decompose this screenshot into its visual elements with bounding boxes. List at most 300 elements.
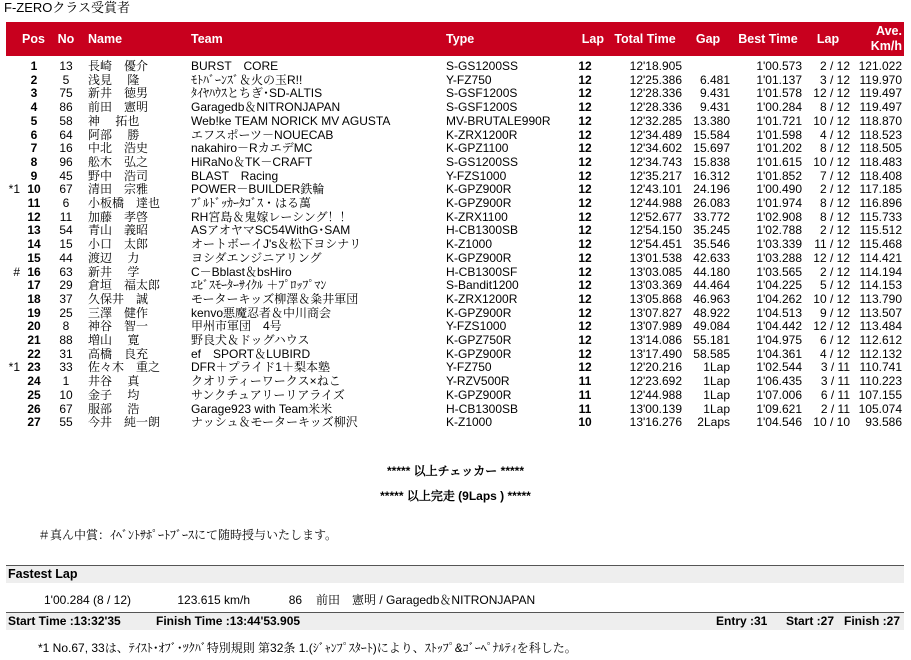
row-best-lap: 8 / 12: [819, 101, 850, 115]
penalty-footnote: *1 No.67, 33は、ﾃｲｽﾄ･ｵﾌﾞ･ﾂｸﾊﾞ特別規則 第32条 1.(ｼﾞｬﾝﾌﾟｽﾀｰﾄ)により、ｽﾄｯﾌﾟ&ｺﾞｰﾍﾟﾅﾙﾃｨを科した。: [38, 641, 577, 655]
row-gap: 35.245: [693, 224, 730, 238]
row-gap: 48.922: [693, 306, 730, 320]
row-best-time: 1'01.721: [756, 114, 802, 128]
col-header-total-time: Total Time: [606, 22, 684, 56]
row-pos: 11: [27, 197, 41, 211]
row-gap: 1Lap: [703, 402, 730, 416]
row-best-time: 1'02.544: [756, 361, 802, 375]
col-header-best-time: Best Time: [732, 22, 804, 56]
row-machine-type: K-ZRX1200R: [446, 128, 518, 142]
row-ave-speed: 114.153: [859, 279, 902, 293]
table-row: [6, 293, 904, 307]
row-number: 10: [59, 388, 73, 402]
row-ave-speed: 116.896: [859, 197, 902, 211]
row-laps: 12: [578, 238, 592, 252]
row-total-time: 13'17.490: [629, 347, 682, 361]
row-team: C－Bblast＆bsHiro: [191, 265, 292, 279]
row-gap: [684, 56, 732, 74]
row-laps: 12: [578, 210, 592, 224]
results-table: [6, 22, 904, 430]
row-laps: 12: [578, 224, 592, 238]
table-row: [6, 156, 904, 170]
row-best-lap: 2 / 12: [819, 224, 850, 238]
table-row: [6, 211, 904, 225]
table-header-row: [6, 22, 904, 56]
row-pos: 20: [27, 320, 41, 334]
row-gap: 44.180: [693, 265, 730, 279]
row-rider-name: 渡辺 力: [88, 251, 140, 265]
row-machine-type: K-GPZ900R: [446, 388, 512, 402]
row-machine-type: Y-RZV500R: [446, 375, 510, 389]
row-best-lap: 4 / 12: [819, 128, 850, 142]
row-rider-name: 浅見 隆: [88, 73, 140, 87]
fastest-lap-heading: Fastest Lap: [6, 565, 904, 583]
row-mark: [6, 252, 22, 266]
row-number: 88: [59, 334, 73, 348]
row-rider-name: 久保井 誠: [88, 292, 149, 306]
row-number: 54: [59, 224, 73, 238]
row-best-lap: 12 / 12: [813, 320, 850, 334]
row-rider-name: 神 拓也: [88, 114, 140, 128]
row-pos: 10: [27, 183, 41, 197]
row-mark: [6, 307, 22, 321]
row-best-time: 1'01.202: [756, 142, 802, 156]
row-number: 33: [59, 361, 73, 375]
row-rider-name: 三澤 健作: [88, 306, 149, 320]
row-gap: 44.464: [693, 279, 730, 293]
col-header-gap: Gap: [684, 22, 732, 56]
row-best-time: 1'01.974: [756, 197, 802, 211]
row-team: クオリティーワークス×ねこ: [191, 375, 341, 389]
col-header-pos: Pos: [22, 22, 46, 56]
row-team: サンクチュアリーリアライズ: [191, 388, 345, 402]
row-gap: 33.772: [693, 210, 730, 224]
row-best-time: 1'04.513: [756, 306, 802, 320]
row-gap: 58.585: [693, 347, 730, 361]
row-total-time: 12'28.336: [629, 87, 682, 101]
row-total-time: 12'54.451: [629, 238, 682, 252]
row-team: POWER－BUILDER鉄輪: [191, 183, 325, 197]
row-ave-speed: 115.733: [859, 210, 902, 224]
row-pos: 24: [27, 375, 41, 389]
row-gap: 26.083: [693, 197, 730, 211]
row-number: 31: [59, 347, 73, 361]
row-pos: 1: [30, 59, 38, 73]
row-total-time: 13'07.989: [629, 320, 682, 334]
table-row: [6, 279, 904, 293]
row-mark: [6, 416, 22, 430]
row-best-lap: 12 / 12: [813, 87, 850, 101]
row-best-time: 1'01.852: [756, 169, 802, 183]
row-machine-type: K-GPZ900R: [446, 306, 512, 320]
row-best-time: 1'01.137: [756, 73, 802, 87]
row-best-time: 1'07.006: [756, 388, 802, 402]
row-mark: [6, 115, 22, 129]
row-gap: 42.633: [693, 251, 730, 265]
row-laps: 11: [578, 402, 592, 416]
row-best-lap: 3 / 11: [820, 361, 850, 375]
row-total-time: 13'14.086: [629, 334, 682, 348]
row-pos: 15: [27, 251, 41, 265]
row-pos: 21: [27, 334, 41, 348]
row-best-time: 1'02.908: [756, 210, 802, 224]
row-gap: 15.697: [693, 142, 730, 156]
row-rider-name: 長崎 優介: [88, 59, 149, 73]
table-row: [6, 183, 904, 197]
row-gap: 1Lap: [703, 361, 730, 375]
row-rider-name: 阿部 勝: [88, 128, 140, 142]
row-pos: 17: [27, 279, 41, 293]
row-mark: [6, 224, 22, 238]
table-row: [6, 375, 904, 389]
row-team: エフスポーツ－NOUECAB: [191, 128, 334, 142]
row-total-time: 12'34.743: [629, 155, 682, 169]
row-number: 64: [59, 128, 73, 142]
row-best-time: 1'04.262: [756, 292, 802, 306]
row-number: 15: [59, 238, 73, 252]
row-machine-type: K-Z1000: [446, 416, 493, 430]
row-best-time: 1'06.435: [756, 375, 802, 389]
row-machine-type: K-GPZ900R: [446, 197, 512, 211]
row-laps: 11: [578, 388, 592, 402]
row-best-time: 1'00.284: [756, 101, 802, 115]
row-machine-type: K-GPZ900R: [446, 183, 512, 197]
row-best-lap: 7 / 12: [819, 169, 850, 183]
table-row: [6, 348, 904, 362]
row-best-lap: 10 / 12: [813, 114, 850, 128]
row-number: 8: [62, 320, 70, 334]
row-laps: 12: [578, 169, 592, 183]
row-rider-name: 小口 太郎: [88, 238, 149, 252]
row-mark: #: [13, 265, 20, 279]
row-best-time: 1'04.442: [756, 320, 802, 334]
row-pos: 3: [30, 87, 38, 101]
row-pos: 23: [27, 361, 41, 375]
row-laps: 12: [578, 251, 592, 265]
checker-note: ***** 以上チェッカー *****: [386, 464, 524, 478]
row-team: Garage923 with Team米米: [191, 402, 333, 416]
row-ave-speed: 119.497: [859, 87, 902, 101]
row-pos: 13: [27, 224, 41, 238]
table-row: [6, 87, 904, 101]
row-number: 45: [59, 169, 73, 183]
row-total-time: 13'05.868: [629, 292, 682, 306]
row-best-time: 1'02.788: [756, 224, 802, 238]
row-mark: [6, 142, 22, 156]
page-title: F-ZEROクラス受賞者: [4, 0, 130, 15]
row-team: ef SPORT＆LUBIRD: [191, 347, 311, 361]
row-laps: 10: [578, 416, 592, 430]
row-team: Garagedb＆NITRONJAPAN: [191, 101, 341, 115]
row-pos: 9: [30, 169, 38, 183]
row-best-lap: 10 / 12: [813, 155, 850, 169]
finish-count: Finish :27: [844, 614, 901, 628]
fastest-lap-row: [44, 591, 535, 608]
row-pos: 8: [30, 155, 38, 169]
row-machine-type: H-CB1300SF: [446, 265, 518, 279]
row-total-time: 12'20.216: [629, 361, 682, 375]
row-best-lap: 6 / 12: [819, 334, 850, 348]
row-ave-speed: 118.505: [859, 142, 902, 156]
row-best-time: 1'03.288: [756, 251, 802, 265]
row-machine-type: MV-BRUTALE990R: [446, 114, 551, 128]
row-gap: 1Lap: [703, 375, 730, 389]
row-mark: *1: [8, 183, 20, 197]
row-laps: 12: [578, 87, 592, 101]
row-ave-speed: 118.408: [859, 169, 902, 183]
row-ave-speed: 113.790: [859, 292, 902, 306]
finish-time: Finish Time :13:44'53.905: [156, 614, 301, 628]
row-number: 44: [59, 251, 73, 265]
row-rider-name: 中北 浩史: [88, 142, 149, 156]
row-rider-name: 増山 寛: [88, 334, 140, 348]
row-number: 1: [62, 375, 70, 389]
row-team: ﾓﾄﾊﾞｰﾝｽﾞ＆火の玉R!!: [191, 73, 303, 87]
table-row: [6, 101, 904, 115]
row-ave-speed: 114.194: [859, 265, 902, 279]
row-laps: 12: [578, 59, 592, 73]
row-gap: 55.181: [693, 334, 730, 348]
row-machine-type: Y-FZ750: [446, 73, 492, 87]
row-team: ASアオヤマSC54WithG･SAM: [191, 224, 351, 238]
row-best-time: 1'04.546: [756, 416, 802, 430]
row-gap: 35.546: [693, 238, 730, 252]
col-header-lap: Lap: [564, 22, 606, 56]
row-team: DFR＋プライド1＋梨本塾: [191, 361, 330, 375]
row-laps: 12: [578, 197, 592, 211]
row-total-time: 13'01.538: [629, 251, 682, 265]
row-best-lap: 8 / 12: [819, 197, 850, 211]
row-number: 96: [59, 155, 73, 169]
row-laps: 12: [578, 306, 592, 320]
col-header-mark: [6, 22, 22, 56]
col-header-name: Name: [86, 22, 189, 56]
row-best-lap: 11 / 12: [814, 238, 850, 252]
row-ave-speed: 119.970: [859, 73, 902, 87]
table-row: [6, 307, 904, 321]
row-machine-type: K-Z1000: [446, 238, 493, 252]
row-pos: 12: [27, 210, 41, 224]
row-best-lap: 6 / 11: [820, 388, 850, 402]
row-best-lap: 9 / 12: [819, 306, 850, 320]
row-total-time: 13'07.827: [629, 306, 682, 320]
row-mark: [6, 348, 22, 362]
row-total-time: 13'16.276: [629, 416, 682, 430]
row-machine-type: H-CB1300SB: [446, 224, 519, 238]
row-best-time: 1'03.339: [756, 238, 802, 252]
row-ave-speed: 110.741: [859, 361, 902, 375]
row-ave-speed: 115.468: [859, 238, 902, 252]
table-row: [6, 224, 904, 238]
row-team: モーターキッズ柳澤＆粂井軍団: [191, 292, 359, 306]
row-mark: [6, 170, 22, 184]
row-ave-speed: 115.512: [859, 224, 902, 238]
row-mark: *1: [8, 361, 20, 375]
table-row: [6, 238, 904, 252]
row-team: HiRaNo＆TK－CRAFT: [191, 155, 313, 169]
row-number: 16: [59, 142, 73, 156]
row-rider-name: 神谷 智一: [88, 320, 149, 334]
row-best-lap: 10 / 12: [813, 292, 850, 306]
table-row: [6, 115, 904, 129]
row-number: 67: [59, 183, 73, 197]
row-team: オートボーイJ's＆松下ヨシナリ: [191, 238, 362, 252]
fastest-lap-rider: 前田 憲明 / Garagedb＆NITRONJAPAN: [316, 593, 536, 607]
row-machine-type: Y-FZS1000: [446, 320, 507, 334]
row-laps: 12: [578, 101, 592, 115]
row-gap: 15.584: [693, 128, 730, 142]
row-best-lap: 8 / 12: [819, 210, 850, 224]
row-pos: 2: [30, 73, 38, 87]
row-team: 野良犬＆ドッグハウス: [191, 334, 310, 348]
row-machine-type: K-ZRX1100: [446, 210, 508, 224]
row-total-time: 12'32.285: [629, 114, 682, 128]
col-header-ave-speed: Ave. Km/h: [852, 22, 904, 56]
row-mark: [6, 129, 22, 143]
row-team: ﾀｲﾔﾊｳｽとちぎ･SD-ALTIS: [191, 87, 323, 101]
row-laps: 12: [578, 279, 592, 293]
summary-bar: [6, 612, 904, 630]
row-number: 29: [59, 279, 73, 293]
row-total-time: 12'43.101: [629, 183, 682, 197]
start-time: Start Time :13:32'35: [8, 614, 121, 628]
row-mark: [6, 101, 22, 115]
row-total-time: 12'44.988: [629, 388, 682, 402]
row-mark: [6, 156, 22, 170]
results-body: [6, 56, 904, 430]
row-best-time: 1'04.361: [756, 347, 802, 361]
row-number: 25: [59, 306, 73, 320]
row-pos: 26: [27, 402, 41, 416]
row-mark: [6, 293, 22, 307]
row-rider-name: 加藤 孝啓: [88, 210, 149, 224]
row-gap: 46.963: [693, 292, 730, 306]
row-number: 86: [59, 101, 73, 115]
row-total-time: 13'00.139: [629, 402, 682, 416]
row-best-time: 1'00.490: [756, 183, 802, 197]
row-best-time: 1'00.573: [756, 59, 802, 73]
row-ave-speed: 118.523: [859, 128, 902, 142]
row-number: 6: [62, 197, 70, 211]
row-laps: 12: [578, 347, 592, 361]
row-pos: 7: [30, 142, 38, 156]
row-mark: [6, 56, 22, 74]
row-ave-speed: 112.612: [859, 334, 902, 348]
row-ave-speed: 118.483: [859, 155, 902, 169]
row-mark: [6, 279, 22, 293]
row-best-lap: 2 / 12: [819, 183, 850, 197]
row-machine-type: S-GSF1200S: [446, 101, 518, 115]
row-gap: 1Lap: [703, 388, 730, 402]
row-machine-type: K-GPZ900R: [446, 251, 512, 265]
row-pos: 5: [30, 114, 38, 128]
row-team: RH宮島＆鬼嫁レーシング！！: [191, 210, 352, 224]
row-rider-name: 佐々木 重之: [88, 361, 161, 375]
row-mark: [6, 389, 22, 403]
row-team: nakahiro－RカエデMC: [191, 142, 313, 156]
row-team: ナッシュ＆モーターキッズ柳沢: [191, 416, 358, 430]
table-row: [6, 416, 904, 430]
fastest-lap-time: 1'00.284 (8 / 12): [44, 593, 132, 607]
row-machine-type: K-GPZ1100: [446, 142, 509, 156]
table-row: [6, 56, 904, 74]
row-best-lap: 2 / 11: [820, 402, 850, 416]
row-ave-speed: 105.074: [858, 402, 902, 416]
row-laps: 12: [578, 292, 592, 306]
row-ave-speed: 113.507: [859, 306, 902, 320]
row-mark: [6, 375, 22, 389]
fastest-lap-speed: 123.615 km/h: [177, 593, 251, 607]
row-number: 11: [59, 210, 73, 224]
row-laps: 12: [578, 142, 592, 156]
row-total-time: 12'28.336: [629, 101, 682, 115]
award-note: ＃真ん中賞：ｲﾍﾞﾝﾄｻﾎﾟｰﾄﾌﾞｰｽにて随時授与いたします。: [38, 528, 338, 542]
row-pos: 25: [27, 388, 41, 402]
row-total-time: 12'23.692: [629, 375, 682, 389]
row-rider-name: 服部 浩: [88, 402, 140, 416]
row-total-time: 12'54.150: [629, 224, 682, 238]
row-gap: 13.380: [693, 114, 730, 128]
table-row: [6, 129, 904, 143]
row-best-time: 1'01.615: [756, 155, 802, 169]
row-team: ヨシダエンジニアリング: [191, 251, 322, 265]
row-mark: [6, 74, 22, 88]
row-mark: [6, 334, 22, 348]
row-number: 13: [59, 59, 73, 73]
row-machine-type: Y-FZ750: [446, 361, 492, 375]
col-header-best-lap: Lap: [804, 22, 852, 56]
fastest-lap-number: 86: [288, 593, 303, 607]
row-best-lap: 10 / 10: [813, 416, 850, 430]
row-pos: 27: [27, 416, 41, 430]
row-total-time: 13'03.369: [629, 279, 682, 293]
row-number: 63: [59, 265, 73, 279]
col-header-no: No: [46, 22, 86, 56]
row-pos: 6: [30, 128, 38, 142]
row-rider-name: 舩木 弘之: [88, 155, 149, 169]
row-mark: [6, 403, 22, 417]
row-best-time: 1'04.225: [756, 279, 802, 293]
row-laps: 12: [578, 114, 592, 128]
row-best-lap: 3 / 11: [820, 375, 850, 389]
row-number: 58: [59, 114, 73, 128]
row-machine-type: K-ZRX1200R: [446, 292, 518, 306]
table-row: [6, 389, 904, 403]
row-laps: 12: [578, 334, 592, 348]
row-best-lap: 2 / 12: [819, 265, 850, 279]
row-best-lap: 5 / 12: [819, 279, 850, 293]
row-laps: 12: [578, 320, 592, 334]
row-laps: 12: [578, 183, 592, 197]
row-laps: 12: [578, 155, 592, 169]
table-row: [6, 170, 904, 184]
row-laps: 12: [578, 361, 592, 375]
row-laps: 12: [578, 128, 592, 142]
row-mark: [6, 211, 22, 225]
row-rider-name: 清田 宗雅: [88, 183, 149, 197]
row-number: 67: [59, 402, 73, 416]
row-mark: [6, 197, 22, 211]
row-total-time: 12'25.386: [629, 73, 682, 87]
row-machine-type: K-GPZ900R: [446, 347, 512, 361]
table-row: [6, 403, 904, 417]
row-ave-speed: 117.185: [859, 183, 902, 197]
row-team: BURST CORE: [191, 59, 279, 73]
row-gap: 9.431: [699, 101, 730, 115]
row-number: 75: [59, 87, 73, 101]
row-ave-speed: 113.484: [859, 320, 902, 334]
row-team: 甲州市軍団 4号: [191, 320, 282, 334]
